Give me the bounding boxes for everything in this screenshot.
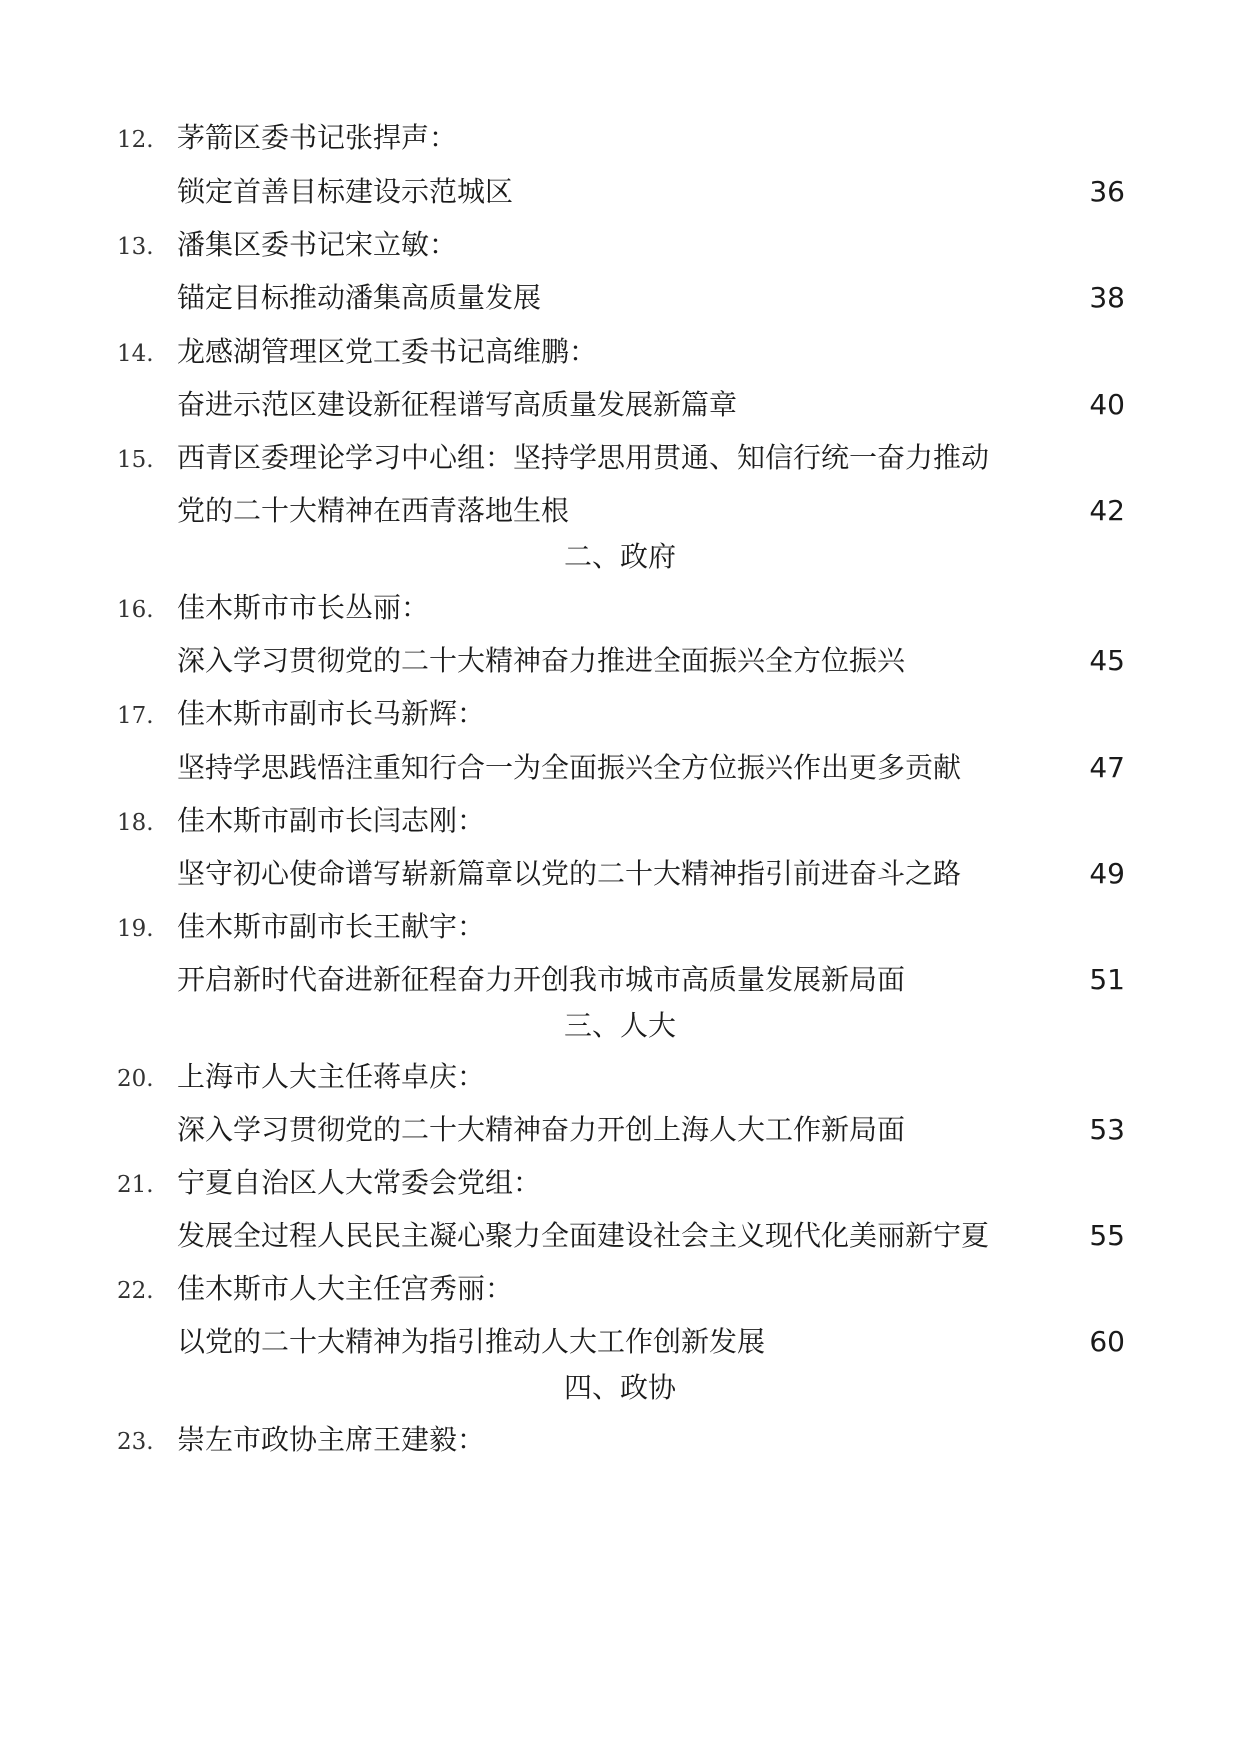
entry-title: 锁定首善目标建设示范城区 <box>177 175 514 208</box>
toc-entry-title[interactable] <box>0 1110 1240 1150</box>
toc-entry-heading <box>0 438 1240 478</box>
entry-number: 16. <box>117 597 154 623</box>
entry-number: 15. <box>117 447 154 473</box>
entry-page-number: 42 <box>1089 494 1125 527</box>
entry-title: 坚守初心使命谱写崭新篇章以党的二十大精神指引前进奋斗之路 <box>177 857 962 890</box>
entry-number: 19. <box>117 916 154 942</box>
entry-title: 深入学习贯彻党的二十大精神奋力开创上海人大工作新局面 <box>177 1113 906 1146</box>
entry-title: 发展全过程人民民主凝心聚力全面建设社会主义现代化美丽新宁夏 <box>177 1219 990 1252</box>
toc-entry-title[interactable] <box>0 641 1240 681</box>
toc-entry-title[interactable] <box>0 385 1240 425</box>
entry-number: 23. <box>117 1429 154 1455</box>
entry-heading: 佳木斯市副市长闫志刚： <box>177 804 486 837</box>
entry-heading: 佳木斯市副市长王献宇： <box>177 910 486 943</box>
entry-page-number: 40 <box>1089 388 1125 421</box>
toc-entry-title[interactable] <box>0 491 1240 531</box>
entry-page-number: 45 <box>1089 644 1125 677</box>
entry-heading: 茅箭区委书记张捍声： <box>177 121 458 154</box>
entry-number: 13. <box>117 234 154 260</box>
toc-entry-heading <box>0 332 1240 372</box>
section-heading-government: 二、政府 <box>563 540 676 573</box>
toc-entry-heading <box>0 1420 1240 1460</box>
section-heading-npc: 三、人大 <box>563 1009 676 1042</box>
toc-entry-heading <box>0 1163 1240 1203</box>
entry-number: 12. <box>117 127 154 153</box>
entry-page-number: 36 <box>1089 175 1125 208</box>
toc-entry-heading <box>0 225 1240 265</box>
entry-title: 党的二十大精神在西青落地生根 <box>177 494 570 527</box>
toc-entry-title[interactable] <box>0 1322 1240 1362</box>
entry-number: 17. <box>117 703 154 729</box>
entry-page-number: 55 <box>1089 1219 1125 1252</box>
toc-entry-heading <box>0 118 1240 158</box>
toc-entry-title[interactable] <box>0 960 1240 1000</box>
entry-title: 深入学习贯彻党的二十大精神奋力推进全面振兴全方位振兴 <box>177 644 906 677</box>
toc-entry-title[interactable] <box>0 854 1240 894</box>
entry-heading: 佳木斯市市长丛丽： <box>177 591 430 624</box>
entry-page-number: 60 <box>1089 1325 1125 1358</box>
entry-number: 22. <box>117 1278 154 1304</box>
entry-page-number: 47 <box>1089 751 1125 784</box>
toc-entry-title[interactable] <box>0 278 1240 318</box>
toc-entry-title[interactable] <box>0 172 1240 212</box>
toc-entry-heading <box>0 588 1240 628</box>
entry-heading: 佳木斯市人大主任宫秀丽： <box>177 1272 514 1305</box>
entry-page-number: 53 <box>1089 1113 1125 1146</box>
entry-title: 锚定目标推动潘集高质量发展 <box>177 281 542 314</box>
entry-title: 坚持学思践悟注重知行合一为全面振兴全方位振兴作出更多贡献 <box>177 751 962 784</box>
entry-number: 21. <box>117 1172 154 1198</box>
toc-entry-heading <box>0 801 1240 841</box>
entry-title: 开启新时代奋进新征程奋力开创我市城市高质量发展新局面 <box>177 963 906 996</box>
entry-heading: 龙感湖管理区党工委书记高维鹏： <box>177 335 598 368</box>
toc-entry-title[interactable] <box>0 1216 1240 1256</box>
entry-page-number: 49 <box>1089 857 1125 890</box>
entry-heading: 上海市人大主任蒋卓庆： <box>177 1060 486 1093</box>
toc-entry-title[interactable] <box>0 748 1240 788</box>
entry-title: 奋进示范区建设新征程谱写高质量发展新篇章 <box>177 388 738 421</box>
toc-entry-heading <box>0 1269 1240 1309</box>
entry-heading: 潘集区委书记宋立敏： <box>177 228 458 261</box>
entry-number: 14. <box>117 341 154 367</box>
toc-entry-heading <box>0 907 1240 947</box>
toc-entry-heading <box>0 1057 1240 1097</box>
section-heading-cppcc: 四、政协 <box>563 1371 676 1404</box>
entry-page-number: 51 <box>1089 963 1125 996</box>
entry-page-number: 38 <box>1089 281 1125 314</box>
entry-heading: 宁夏自治区人大常委会党组： <box>177 1166 542 1199</box>
entry-title: 以党的二十大精神为指引推动人大工作创新发展 <box>177 1325 766 1358</box>
entry-number: 20. <box>117 1066 154 1092</box>
toc-entry-heading <box>0 694 1240 734</box>
entry-heading: 西青区委理论学习中心组：坚持学思用贯通、知信行统一奋力推动 <box>177 441 990 474</box>
entry-number: 18. <box>117 810 154 836</box>
entry-heading: 佳木斯市副市长马新辉： <box>177 697 486 730</box>
entry-heading: 崇左市政协主席王建毅： <box>177 1423 486 1456</box>
